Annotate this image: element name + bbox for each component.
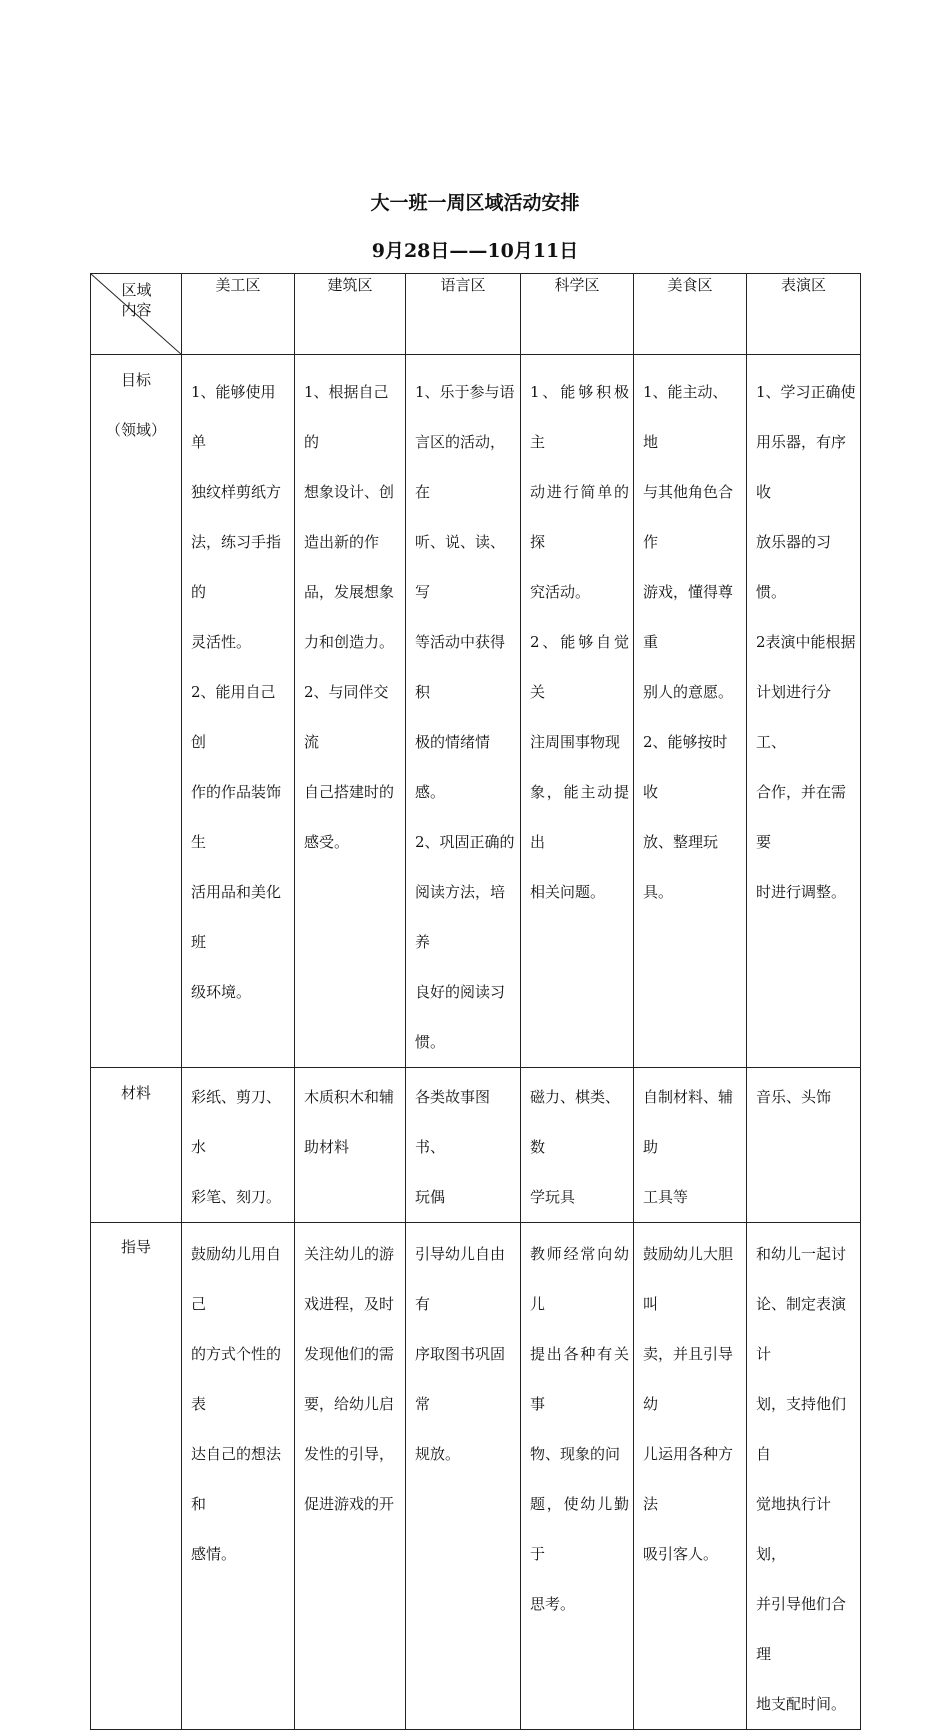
material-text-performance: 音乐、头饰 — [756, 1088, 832, 1106]
row-label-goal — [91, 355, 182, 1068]
goal-text-performance: 1、学习正确使 用乐器，有序收 放乐器的习惯。 2表演中能根据 计划进行分工、 合作，并在需要 时进行调整。 — [756, 383, 856, 901]
material-cell-performance — [747, 1068, 861, 1223]
goal-row — [91, 355, 861, 1068]
guide-text-food: 鼓励幼儿大胆叫 卖，并且引导幼 儿运用各种方法 吸引客人。 — [643, 1245, 734, 1563]
material-cell-science — [521, 1068, 634, 1223]
column-header-science: 科学区 — [521, 274, 634, 355]
activity-table — [90, 273, 861, 1730]
goal-text-language: 1、乐于参与语 言区的活动，在 听、说、读、写 等活动中获得积 极的情绪情感。 2、巩固正确的 阅读方法，培养 良好的阅读习 惯。 — [415, 383, 515, 1051]
material-cell-language — [406, 1068, 521, 1223]
column-header-art: 美工区 — [182, 274, 295, 355]
material-text-building: 木质积木和辅 助材料 — [304, 1088, 395, 1156]
column-header-building: 建筑区 — [295, 274, 406, 355]
header-row — [91, 274, 861, 355]
material-cell-building — [295, 1068, 406, 1223]
goal-text-building: 1、根据自己的 想象设计、创 造出新的作 品，发展想象 力和创造力。 2、与同伴交流 自己搭建时的 感受。 — [304, 383, 395, 851]
row-label-goal-line2: （领域） — [105, 421, 166, 439]
guide-text-language: 引导幼儿自由有 序取图书巩固常 规放。 — [415, 1245, 506, 1463]
page-title: 大一班一周区域活动安排 — [370, 192, 580, 214]
material-row — [91, 1068, 861, 1223]
goal-text-food: 1、能主动、地 与其他角色合作 游戏，懂得尊重 别人的意愿。 2、能够按时收 放、整理玩具。 — [643, 383, 734, 901]
column-header-performance: 表演区 — [747, 274, 861, 355]
material-text-art: 彩纸、剪刀、水 彩笔、刻刀。 — [191, 1088, 282, 1206]
material-cell-art — [182, 1068, 295, 1223]
date-range: 9月28日——10月11日 — [371, 240, 579, 262]
column-header-food: 美食区 — [634, 274, 747, 355]
guide-cell-performance — [747, 1223, 861, 1730]
guide-cell-art — [182, 1223, 295, 1730]
corner-label-area: 区域 — [121, 281, 152, 299]
row-label-material: 材料 — [91, 1068, 182, 1223]
guide-text-science: 教师经常向幼儿 提出各种有关事 物、现象的问 题，使幼儿勤于 思考。 — [530, 1245, 629, 1613]
guide-cell-language — [406, 1223, 521, 1730]
goal-cell-building — [295, 355, 406, 1068]
guide-cell-science — [521, 1223, 634, 1730]
corner-label-content: 内容 — [121, 301, 152, 319]
goal-text-science: 1、能够积极主 动进行简单的探 究活动。 2、能够自觉关 注周围事物现 象，能主动提出 相关问题。 — [530, 383, 629, 901]
guide-text-building: 关注幼儿的游 戏进程，及时 发现他们的需 要，给幼儿启 发性的引导， 促进游戏的开 — [304, 1245, 395, 1513]
corner-labels — [91, 280, 182, 320]
material-cell-food — [634, 1068, 747, 1223]
material-text-language: 各类故事图书、 玩偶 — [415, 1088, 491, 1206]
goal-cell-performance — [747, 355, 861, 1068]
guide-cell-building — [295, 1223, 406, 1730]
material-text-food: 自制材料、辅助 工具等 — [643, 1088, 734, 1206]
goal-cell-art — [182, 355, 295, 1068]
goal-text-art: 1、能够使用单 独纹样剪纸方 法，练习手指的 灵活性。 2、能用自己创 作的作品装饰生 活用品和美化班 级环境。 — [191, 383, 282, 1001]
guide-cell-food — [634, 1223, 747, 1730]
row-label-goal-line1: 目标 — [120, 371, 151, 389]
corner-header-cell — [91, 274, 182, 355]
row-label-guide: 指导 — [91, 1223, 182, 1730]
goal-cell-science — [521, 355, 634, 1068]
guide-text-art: 鼓励幼儿用自己 的方式个性的表 达自己的想法和 感情。 — [191, 1245, 282, 1563]
goal-cell-food — [634, 355, 747, 1068]
material-text-science: 磁力、棋类、数 学玩具 — [530, 1088, 621, 1206]
goal-cell-language — [406, 355, 521, 1068]
column-header-language: 语言区 — [406, 274, 521, 355]
guide-row — [91, 1223, 861, 1730]
guide-text-performance: 和幼儿一起讨 论、制定表演计 划，支持他们自 觉地执行计划， 并引导他们合理 地支配时间。 — [756, 1245, 847, 1713]
